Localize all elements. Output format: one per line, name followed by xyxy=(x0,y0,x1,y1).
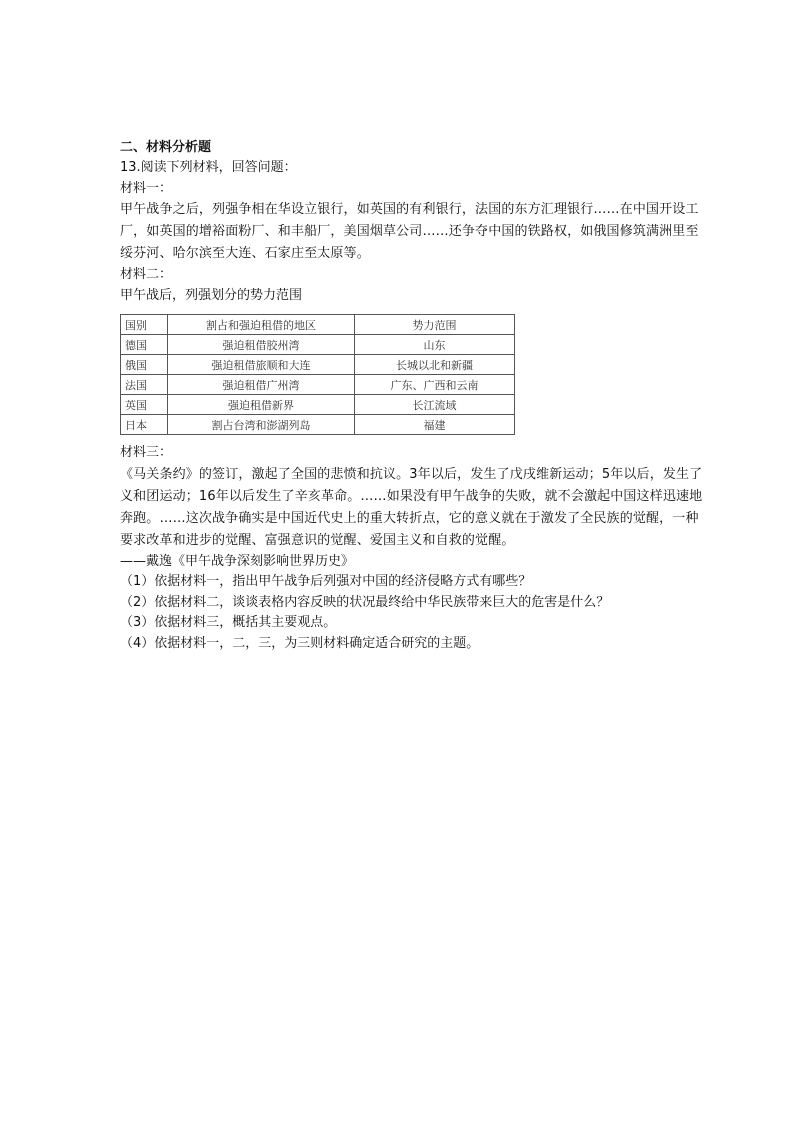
table-cell: 强迫租借旅顺和大连 xyxy=(168,355,355,375)
table-row xyxy=(121,335,515,355)
table-cell: 山东 xyxy=(355,335,515,355)
material2-label: 材料二： xyxy=(120,267,173,282)
material2-caption: 甲午战后，列强划分的势力范围 xyxy=(120,287,303,303)
table-cell: 日本 xyxy=(121,415,168,435)
sphere-of-influence-table xyxy=(120,314,515,435)
table-row xyxy=(121,375,515,395)
document-page xyxy=(120,138,710,654)
table-row xyxy=(121,395,515,415)
question-1: （1）依据材料一，指出甲午战争后列强对中国的经济侵略方式有哪些？ xyxy=(120,574,532,589)
table-cell: 德国 xyxy=(121,335,168,355)
table-cell: 强迫租借胶州湾 xyxy=(168,335,355,355)
table-cell: 广东、广西和云南 xyxy=(355,375,515,395)
table-header-row xyxy=(121,315,515,335)
table-cell: 割占台湾和澎湖列岛 xyxy=(168,415,355,435)
table-cell: 英国 xyxy=(121,395,168,415)
table-cell: 福建 xyxy=(355,415,515,435)
question-3: （3）依据材料三，概括其主要观点。 xyxy=(120,615,337,630)
table-cell: 长城以北和新疆 xyxy=(355,355,515,375)
material1-text: 甲午战争之后，列强争相在华设立银行，如英国的有利银行，法国的东方汇理银行……在中国开设工厂，如英国的增裕面粉厂、和丰船厂，美国烟草公司……还争夺中国的铁路权，如俄国修筑满洲里至绥芬河、哈尔滨至大连、石家庄至太原等。 xyxy=(120,202,699,261)
table-header-cell: 势力范围 xyxy=(355,315,515,335)
table-cell: 强迫租借新界 xyxy=(168,395,355,415)
table-header-cell: 国别 xyxy=(121,315,168,335)
material3-label: 材料三： xyxy=(120,445,173,460)
material1-label: 材料一： xyxy=(120,180,173,196)
material3-source: ——戴逸《甲午战争深刻影响世界历史》 xyxy=(120,553,355,569)
table-header-cell: 割占和强迫租借的地区 xyxy=(168,315,355,335)
question-4: （4）依据材料一，二，三，为三则材料确定适合研究的主题。 xyxy=(120,635,480,651)
section-title: 二、材料分析题 xyxy=(120,140,212,155)
table-row xyxy=(121,355,515,375)
table-cell: 长江流域 xyxy=(355,395,515,415)
table-row xyxy=(121,415,515,435)
question-2: （2）依据材料二，谈谈表格内容反映的状况最终给中华民族带来巨大的危害是什么？ xyxy=(120,594,610,610)
table-cell: 强迫租借广州湾 xyxy=(168,375,355,395)
table-cell: 法国 xyxy=(121,375,168,395)
question-intro: 13.阅读下列材料，回答问题： xyxy=(120,160,297,175)
material3-text: 《马关条约》的签订，激起了全国的悲愤和抗议。3年以后，发生了戊戌维新运动；5年以后，发生了义和团运动；16年以后发生了辛亥革命。……如果没有甲午战争的失败，就不会激起中国这样迅速地奔跑。……这次战争确实是中国近代史上的重大转折点，它的意义就在于激发了全民族的觉醒，一种要求改革和进步的觉醒、富强意识的觉醒、爱国主义和自救的觉醒。 xyxy=(120,466,703,548)
table-cell: 俄国 xyxy=(121,355,168,375)
